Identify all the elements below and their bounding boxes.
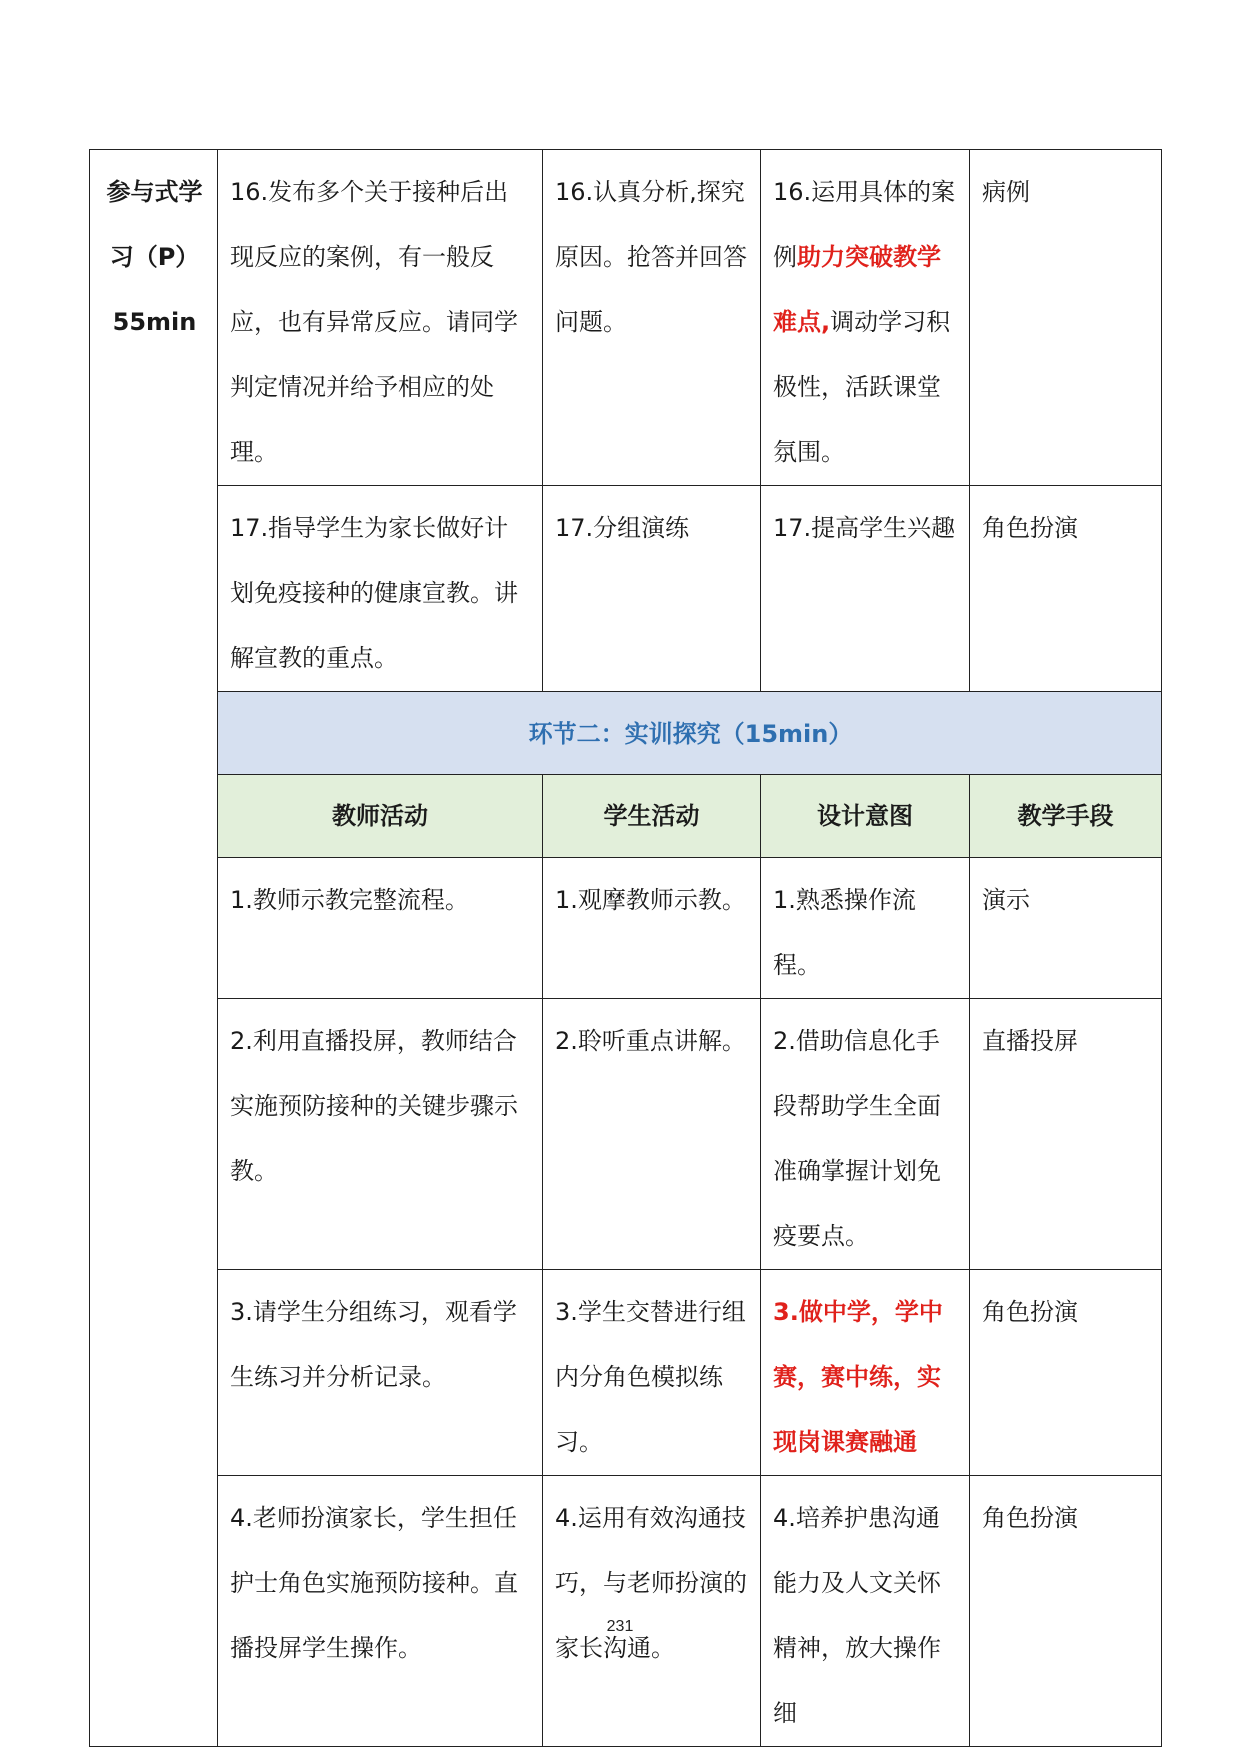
section-duration: 55min (112, 308, 197, 336)
intent-text: 16.运用具体的案例 (773, 178, 956, 271)
design-intent-cell: 17.提高学生兴趣 (761, 486, 970, 692)
design-intent-cell: 4.培养护患沟通能力及人文关怀精神，放大操作细 (761, 1476, 970, 1747)
teacher-activity-cell: 1.教师示教完整流程。 (218, 858, 543, 999)
table-row (90, 858, 1162, 999)
section-label-line: 参与式学 (106, 178, 203, 206)
student-activity-cell: 4.运用有效沟通技巧，与老师扮演的家长沟通。 (543, 1476, 761, 1747)
teacher-activity-cell: 17.指导学生为家长做好计划免疫接种的健康宣教。讲解宣教的重点。 (218, 486, 543, 692)
lesson-plan-table (89, 149, 1162, 1747)
teaching-means-cell: 病例 (970, 150, 1162, 486)
intent-text: 调动学习积极性，活跃课堂氛围。 (773, 308, 951, 466)
student-activity-cell: 17.分组演练 (543, 486, 761, 692)
teacher-activity-cell: 2.利用直播投屏，教师结合实施预防接种的关键步骤示教。 (218, 999, 543, 1270)
page-number: 231 (606, 1618, 634, 1635)
table-row (90, 1270, 1162, 1476)
header-teacher-activity: 教师活动 (218, 775, 543, 858)
section-label-cell (90, 150, 218, 1747)
student-activity-cell: 1.观摩教师示教。 (543, 858, 761, 999)
table-row (90, 999, 1162, 1270)
intent-highlight: 助力突破教学难点, (773, 243, 941, 336)
table-row (90, 1476, 1162, 1747)
teaching-means-cell: 角色扮演 (970, 486, 1162, 692)
student-activity-cell: 16.认真分析,探究原因。抢答并回答问题。 (543, 150, 761, 486)
teacher-activity-cell: 3.请学生分组练习，观看学生练习并分析记录。 (218, 1270, 543, 1476)
teaching-means-cell: 角色扮演 (970, 1270, 1162, 1476)
header-teaching-means: 教学手段 (970, 775, 1162, 858)
teacher-activity-cell: 16.发布多个关于接种后出现反应的案例，有一般反应，也有异常反应。请同学判定情况并给予相应的处理。 (218, 150, 543, 486)
header-design-intent: 设计意图 (761, 775, 970, 858)
student-activity-cell: 3.学生交替进行组内分角色模拟练习。 (543, 1270, 761, 1476)
section-label-line: 习（P） (109, 243, 200, 271)
teacher-activity-cell: 4.老师扮演家长，学生担任护士角色实施预防接种。直播投屏学生操作。 (218, 1476, 543, 1747)
teaching-means-cell: 演示 (970, 858, 1162, 999)
student-activity-cell: 2.聆听重点讲解。 (543, 999, 761, 1270)
table-row (90, 150, 1162, 486)
header-row (90, 775, 1162, 858)
design-intent-cell: 1.熟悉操作流程。 (761, 858, 970, 999)
design-intent-cell (761, 150, 970, 486)
header-student-activity: 学生活动 (543, 775, 761, 858)
teaching-means-cell: 直播投屏 (970, 999, 1162, 1270)
stage-row (90, 692, 1162, 775)
design-intent-cell: 3.做中学，学中赛，赛中练，实现岗课赛融通 (761, 1270, 970, 1476)
teaching-means-cell: 角色扮演 (970, 1476, 1162, 1747)
stage-title: 环节二：实训探究（15min） (218, 692, 1162, 775)
table-row (90, 486, 1162, 692)
design-intent-cell: 2.借助信息化手段帮助学生全面准确掌握计划免疫要点。 (761, 999, 970, 1270)
